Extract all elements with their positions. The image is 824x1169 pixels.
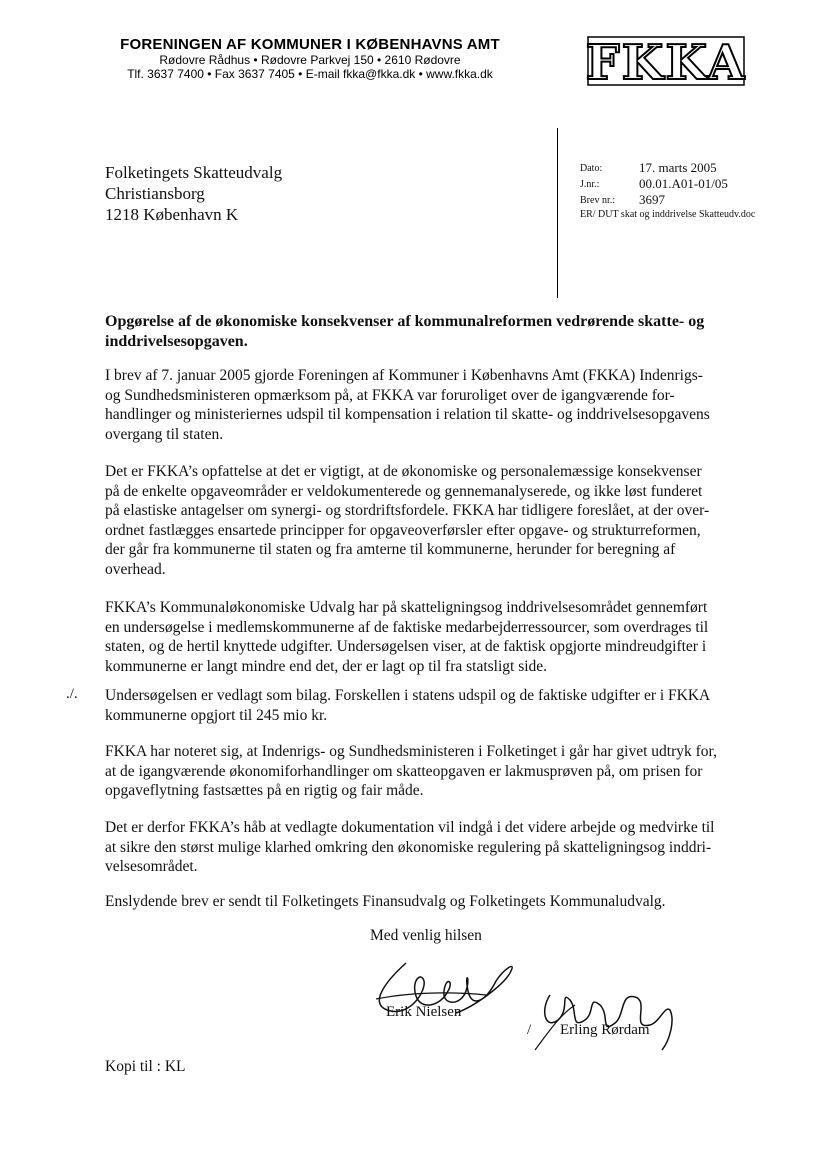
recipient-line: Christiansborg bbox=[105, 184, 205, 203]
recipient-address bbox=[105, 162, 282, 225]
body-paragraph-3 bbox=[105, 598, 765, 676]
journal-label: J.nr.: bbox=[580, 179, 600, 190]
paragraph-line: I brev af 7. januar 2005 gjorde Foreningen af Kommuner i Københavns Amt (FKKA) Indenrigs- bbox=[105, 367, 703, 384]
letter-meta bbox=[580, 160, 755, 219]
paragraph-line: kommunerne er langt mindre end det, der er lagt op til fra statsligt side. bbox=[105, 657, 548, 675]
paragraph-line: overgang til staten. bbox=[105, 425, 224, 443]
date-value: 17. marts 2005 bbox=[639, 160, 717, 175]
body-paragraph-5 bbox=[105, 742, 765, 801]
paragraph-line: FKKA har noteret sig, at Indenrigs- og Sundhedsministeren i Folketinget i går har givet udtryk for, bbox=[105, 743, 717, 760]
paragraph-line: og Sundhedsministeren opmærksom på, at FKKA var foruroliget over de igangværende for- bbox=[105, 386, 675, 404]
paragraph-line: en undersøgelse i medlemskommunerne af de faktiske medarbejderressourcer, som overdrages til bbox=[105, 618, 709, 636]
signature-erling-rordam bbox=[530, 975, 680, 1055]
fkka-logo bbox=[586, 33, 746, 89]
fkka-logo-text: FKKA bbox=[586, 35, 746, 89]
paragraph-line: at sikre den størst mulige klarhed omkring den økonomiske regulering på skatteligningsog inddri- bbox=[105, 838, 712, 856]
recipient-line: 1218 København K bbox=[105, 205, 239, 224]
paragraph-line: handlinger og ministeriernes udspil til kompensation i relation til skatte- og inddrivelsesopgavens bbox=[105, 406, 710, 423]
organization-address: Rødovre Rådhus • Rødovre Parkvej 150 • 2610 Rødovre bbox=[159, 53, 461, 67]
paragraph-line: Det er FKKA’s opfattelse at det er vigtigt, at de økonomiske og personalemæssige konsekvenser bbox=[105, 463, 702, 480]
paragraph-line: på de enkelte opgaveområder er veldokumenterede og gennemanalyserede, og ikke løst funderet bbox=[105, 482, 703, 500]
enclosure-mark: ./. bbox=[66, 686, 78, 702]
copy-to: Kopi til : KL bbox=[105, 1058, 186, 1075]
body-paragraph-7 bbox=[105, 892, 765, 912]
paragraph-line: kommunerne opgjort til 245 mio kr. bbox=[105, 706, 328, 724]
letterhead bbox=[95, 36, 525, 81]
paragraph-line: på elastiske antagelser om synergi- og stordriftsfordele. FKKA har tidligere foreslået, at der over- bbox=[105, 502, 710, 519]
body-paragraph-1 bbox=[105, 366, 765, 444]
organization-name: FORENINGEN AF KOMMUNER I KØBENHAVNS AMT bbox=[120, 36, 500, 53]
body-paragraph-2 bbox=[105, 462, 765, 579]
vertical-divider bbox=[557, 128, 558, 298]
signatory-name: Erling Rørdam bbox=[560, 1022, 650, 1038]
meta-date-row bbox=[580, 160, 755, 176]
body-paragraph-6 bbox=[105, 818, 765, 877]
paragraph-line: Enslydende brev er sendt til Folketingets Finansudvalg og Folketingets Kommunaludvalg. bbox=[105, 893, 666, 910]
signatory-name: Erik Nielsen bbox=[386, 1004, 462, 1020]
body-paragraph-4 bbox=[105, 686, 765, 725]
letter-number-label: Brev nr.: bbox=[580, 195, 615, 206]
paragraph-line: at de igangværende økonomiforhandlinger om skatteopgaven er lakmusprøven på, om prisen for bbox=[105, 762, 703, 780]
paragraph-line: staten, og de hertil knyttede udgifter. Undersøgelsen viser, at de faktisk opgjorte mindreudgifter i bbox=[105, 638, 707, 655]
paragraph-line: velsesområdet. bbox=[105, 858, 198, 875]
paragraph-line: der går fra kommunerne til staten og fra amterne til kommunerne, herunder for beregning af bbox=[105, 541, 676, 558]
date-label: Dato: bbox=[580, 163, 603, 174]
paragraph-line: overhead. bbox=[105, 560, 166, 578]
paragraph-line: FKKA’s Kommunaløkonomiske Udvalg har på skatteligningsog inddrivelsesområdet gennemført bbox=[105, 599, 708, 616]
meta-jnr-row bbox=[580, 176, 755, 192]
letter-subject: Opgørelse af de økonomiske konsekvenser af kommunalreformen vedrørende skatte- og inddrivelsesopgaven. bbox=[105, 313, 705, 350]
closing-greeting: Med venlig hilsen bbox=[370, 927, 482, 944]
paragraph-line: Det er derfor FKKA’s håb at vedlagte dokumentation vil indgå i det videre arbejde og medvirke til bbox=[105, 819, 715, 836]
paragraph-line: Undersøgelsen er vedlagt som bilag. Forskellen i statens udspil og de faktiske udgifter er i FKKA bbox=[105, 687, 711, 704]
letter-number-value: 3697 bbox=[639, 192, 665, 207]
meta-brev-row bbox=[580, 192, 755, 208]
recipient-line: Folketingets Skatteudvalg bbox=[105, 163, 283, 182]
document-reference: ER/ DUT skat og inddrivelse Skatteudv.doc bbox=[580, 209, 756, 220]
paragraph-line: ordnet fastlægges ensartede principper for opgaveoverførsler efter opgave- og strukturreformen, bbox=[105, 521, 701, 539]
journal-value: 00.01.A01-01/05 bbox=[639, 176, 728, 191]
signature-slash: / bbox=[527, 1022, 532, 1038]
paragraph-line: opgaveflytning fastsættes på en rigtig og fair måde. bbox=[105, 782, 424, 799]
organization-contact: Tlf. 3637 7400 • Fax 3637 7405 • E-mail fkka@fkka.dk • www.fkka.dk bbox=[127, 67, 493, 81]
